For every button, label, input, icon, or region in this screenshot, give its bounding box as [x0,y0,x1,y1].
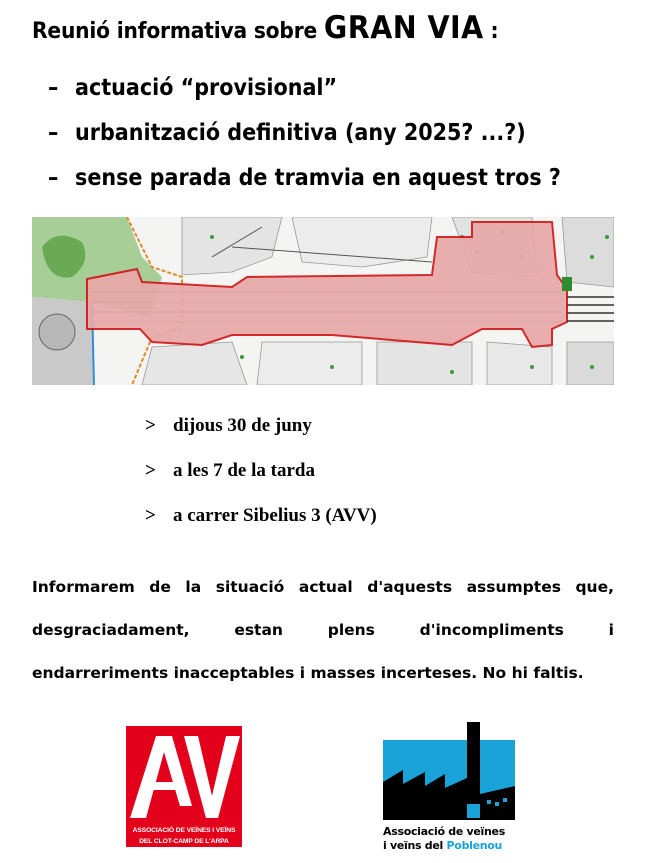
street-plan-svg [32,217,614,385]
topic-text: urbanització definitiva (any 2025? ...?) [75,120,526,146]
poblenou-caption-prefix: i veïns del [383,839,447,852]
title-suffix: : [490,19,499,44]
paragraph-line: desgraciadament, estan plens d'incompliments i [32,621,614,639]
av-clot-logo [126,726,242,847]
arrow-marker: > [145,460,156,481]
page-title [32,10,498,46]
topic-text: actuació “provisional” [75,75,338,101]
poblenou-logo-mark [383,722,515,820]
detail-item [145,498,377,543]
meeting-details [145,408,377,543]
title-prefix: Reunió informativa sobre [32,19,318,44]
poblenou-caption-line2 [383,839,523,852]
info-paragraph [32,566,614,695]
poblenou-logo [383,722,515,857]
arrow-marker: > [145,415,156,436]
av-caption-line2: DEL CLOT-CAMP DE L'ARPA [126,836,242,847]
title-emphasis: GRAN VIA [323,10,484,46]
paragraph-line: Informarem de la situació actual d'aquests assumptes que, [32,578,614,596]
dash-marker: – [48,75,59,101]
poblenou-caption-highlight: Poblenou [446,839,503,852]
detail-item [145,453,377,498]
av-caption-line1: ASSOCIACIÓ DE VEÏNES I VEÏNS [126,826,242,836]
topic-item [48,111,561,156]
dash-marker: – [48,165,59,191]
poblenou-caption-line1: Associació de veïnes [383,825,505,838]
dash-marker: – [48,120,59,146]
street-plan-map [32,217,614,385]
topic-text: sense parada de tramvia en aquest tros ? [75,165,561,191]
arrow-marker: > [145,505,156,526]
topics-list [48,66,618,201]
topic-item [48,156,561,201]
detail-text: dijous 30 de juny [173,415,312,436]
detail-text: a carrer Sibelius 3 (AVV) [173,505,377,526]
av-logo-mark [126,726,242,826]
paragraph-line: endarreriments inacceptables i masses incerteses. No hi faltis. [32,664,584,682]
topic-item [48,66,561,111]
detail-text: a les 7 de la tarda [173,460,315,481]
detail-item [145,408,377,453]
